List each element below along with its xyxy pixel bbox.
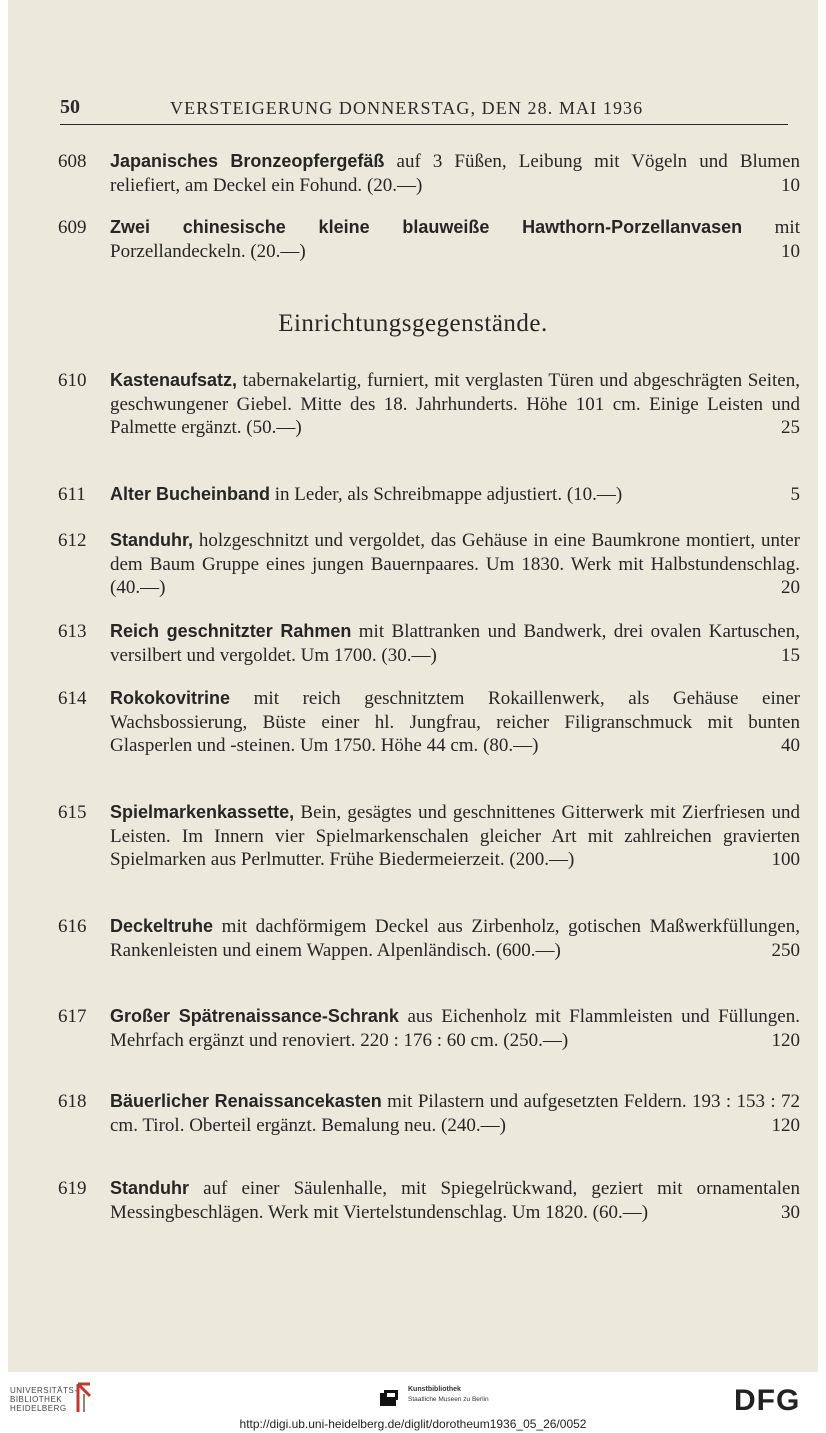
lot-price: 40 (781, 735, 800, 757)
lot-number: 611 (58, 484, 86, 505)
lot-number: 619 (58, 1178, 87, 1199)
viewer-footer (0, 1372, 826, 1433)
lot-price: 15 (781, 644, 800, 666)
lot-estimate: (80.—) (483, 735, 539, 757)
lot-price: 250 (771, 939, 800, 961)
lot-estimate: (250.—) (503, 1029, 569, 1051)
scanned-page (8, 0, 818, 1372)
lot-price: 5 (790, 484, 800, 505)
lot-description: aus Eichenholz mit Flammleisten und Füllungen. Mehrfach ergänzt und renoviert. 220 : 176 : 60 cm. (110, 1006, 800, 1051)
lot-estimate: (50.—) (246, 417, 302, 439)
lot-614 (58, 687, 800, 758)
lot-610 (58, 369, 800, 440)
lot-estimate: (30.—) (381, 644, 437, 666)
lot-615 (58, 801, 800, 872)
kunstbibliothek-subtitle: Staatliche Museen zu Berlin (408, 1396, 489, 1403)
lot-description: in Leder, als Schreibmappe adjustiert. (270, 484, 567, 505)
page-url[interactable]: http://digi.ub.uni-heidelberg.de/diglit/dorotheum1936_05_26/0052 (239, 1417, 587, 1431)
lot-description: Bein, gesägtes und geschnittenes Gitterwerk mit Zierfriesen und Leisten. Im Innern vier Spielmarkenschalen gleicher Art mit zahlreichen gravierten Spielmarken aus Perlmutter. Frühe Biedermeierzeit. (110, 802, 800, 871)
lot-title: Rokokovitrine (110, 688, 231, 708)
lot-number: 613 (58, 621, 87, 642)
lot-number: 614 (58, 688, 87, 709)
lot-description: mit reich geschnitztem Rokaillenwerk, als Gehäuse einer Wachsbossierung, Büste einer hl. Jungfrau, reicher Filigranschmuck mit bunten Glasperlen und -steinen. Um 1750. Höhe 44 cm. (110, 688, 800, 757)
lot-estimate: (40.—) (110, 577, 166, 599)
lot-price: 10 (781, 240, 800, 262)
lot-description: mit Blattranken und Bandwerk, drei ovalen Kartuschen, versilbert und vergoldet. Um 1700. (110, 621, 800, 666)
lot-title: Großer Spätrenaissance-Schrank (110, 1006, 399, 1026)
page-number: 50 (60, 96, 80, 118)
lot-616 (58, 915, 800, 962)
lot-number: 617 (58, 1006, 87, 1027)
dfg-logo[interactable]: DFG (734, 1384, 801, 1417)
lot-estimate: (20.—) (366, 174, 423, 196)
lot-estimate: (20.—) (250, 240, 306, 262)
lot-title: Deckeltruhe (110, 916, 214, 936)
lot-619 (58, 1177, 800, 1224)
lot-description: holzgeschnitzt und vergoldet, das Gehäuse in eine Baumkrone montiert, unter dem Baum Gruppe eines jungen Bauernpaares. Um 1830. Werk mit Halbstundenschlag. (110, 530, 800, 575)
lot-estimate: (10.—) (566, 484, 623, 505)
lot-estimate: (60.—) (592, 1201, 649, 1223)
section-heading: Einrichtungsgegenstände. (278, 310, 548, 337)
lot-618 (58, 1090, 800, 1137)
lot-price: 120 (771, 1114, 800, 1136)
lot-number: 615 (58, 802, 87, 823)
lot-number: 609 (58, 217, 87, 238)
running-title: VERSTEIGERUNG DONNERSTAG, DEN 28. MAI 1936 (170, 98, 644, 118)
kunstbibliothek-title: Kunstbibliothek (408, 1386, 461, 1393)
lot-title: Kastenaufsatz, (110, 370, 238, 390)
lot-title: Japanisches Bronzeopfergefäß (110, 151, 385, 171)
kunstbibliothek-icon (378, 1390, 400, 1408)
lot-number: 608 (58, 151, 87, 172)
lot-estimate: (240.—) (441, 1114, 506, 1136)
lot-description: mit Porzellandeckeln. (110, 217, 800, 262)
lot-617 (58, 1005, 800, 1052)
lot-title: Reich geschnitzter Rahmen (110, 621, 352, 641)
lot-description: tabernakelartig, furniert, mit verglasten Türen und abgeschrägten Seiten, geschwungener Giebel. Mitte des 18. Jahrhunderts. Höhe 101 cm. Einige Leisten und Palmette ergänzt. (110, 370, 800, 439)
university-library-label[interactable]: UNIVERSITÄTS- BIBLIOTHEK HEIDELBERG (10, 1386, 78, 1413)
lot-title: Zwei chinesische kleine blauweiße Hawthorn-Porzellanvasen (110, 217, 743, 237)
lot-613 (58, 620, 800, 667)
lot-number: 612 (58, 530, 87, 551)
lot-estimate: (200.—) (509, 849, 575, 871)
lot-estimate: (600.—) (495, 939, 561, 961)
lot-description: auf 3 Füßen, Leibung mit Vögeln und Blumen reliefiert, am Deckel ein Fohund. (110, 151, 801, 196)
lot-title: Alter Bucheinband (110, 484, 271, 504)
page-header (60, 94, 788, 125)
lot-description: mit dachförmigem Deckel aus Zirbenholz, gotischen Maßwerkfüllungen, Rankenleisten und einem Wappen. Alpenländisch. (110, 916, 800, 961)
lot-price: 20 (781, 577, 800, 599)
lot-608 (58, 150, 800, 197)
lot-title: Bäuerlicher Renaissancekasten (110, 1091, 382, 1111)
lot-number: 616 (58, 916, 87, 937)
lot-title: Spielmarkenkassette, (110, 802, 295, 822)
university-logo-icon (74, 1382, 96, 1414)
lot-title: Standuhr, (110, 530, 194, 550)
lot-609 (58, 216, 800, 263)
lot-number: 610 (58, 370, 87, 391)
lot-611 (58, 483, 800, 507)
lot-number: 618 (58, 1091, 87, 1112)
lot-description: mit Pilastern und aufgesetzten Feldern. 193 : 153 : 72 cm. Tirol. Oberteil ergänzt. Bemalung neu. (110, 1091, 800, 1136)
lot-price: 10 (781, 174, 800, 196)
lot-price: 25 (781, 417, 800, 439)
lot-price: 100 (771, 849, 800, 871)
lot-description: auf einer Säulenhalle, mit Spiegelrückwand, geziert mit ornamentalen Messingbeschlägen. Werk mit Viertelstundenschlag. Um 1820. (110, 1178, 800, 1223)
lot-price: 120 (771, 1029, 800, 1051)
lot-title: Standuhr (110, 1178, 189, 1198)
lot-612 (58, 529, 800, 600)
lot-price: 30 (781, 1201, 800, 1223)
